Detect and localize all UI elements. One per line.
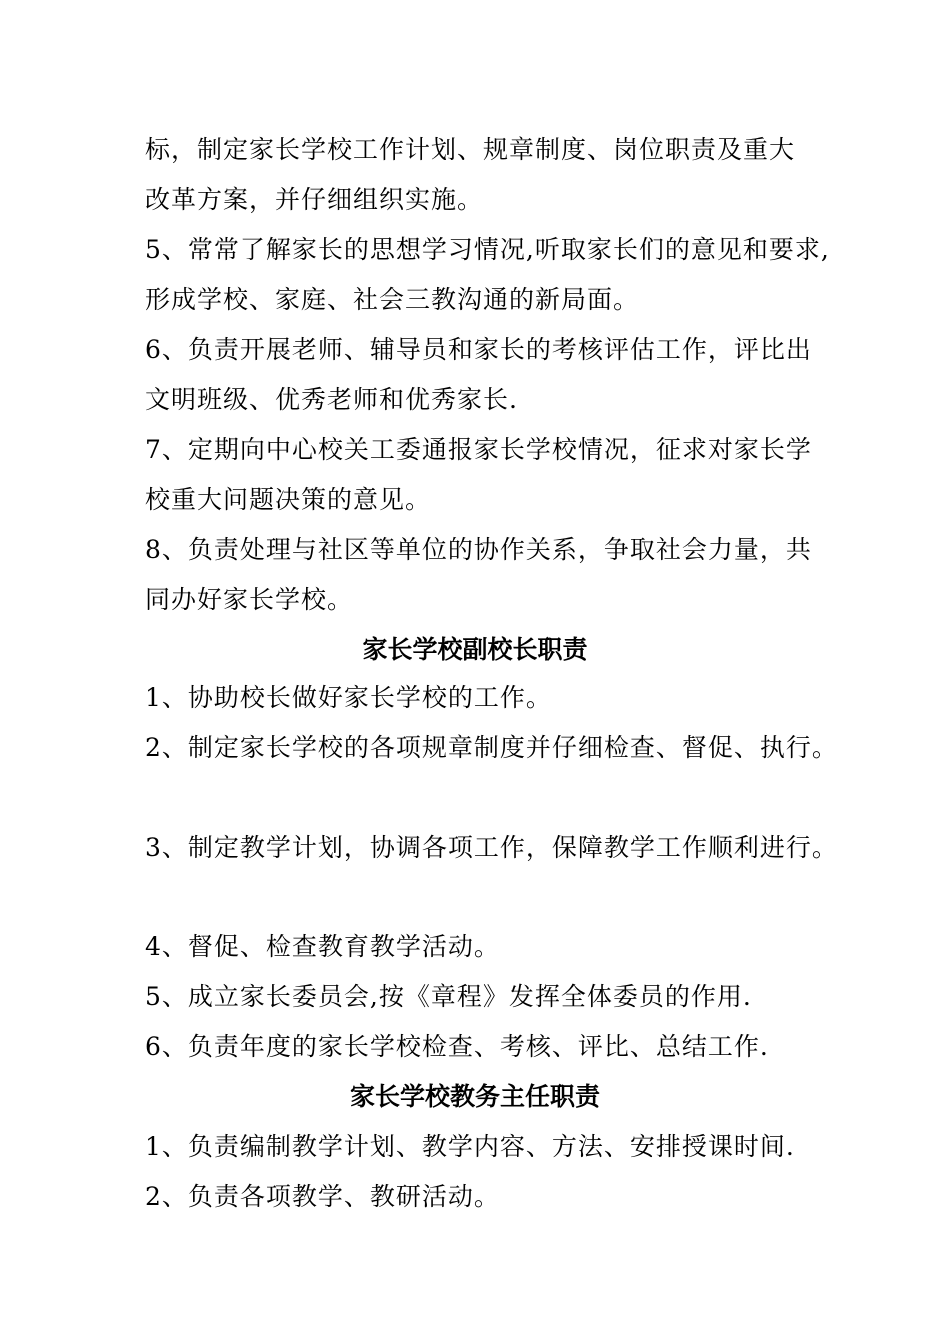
text-line: 校重大问题决策的意见。 bbox=[145, 485, 432, 514]
text-line: 3、制定教学计划，协调各项工作，保障教学工作顺利进行。 bbox=[145, 833, 838, 862]
text-line: 2、制定家长学校的各项规章制度并仔细检查、督促、执行。 bbox=[145, 733, 838, 762]
text-line: 形成学校、家庭、社会三教沟通的新局面。 bbox=[145, 285, 640, 314]
text-line: 同办好家长学校。 bbox=[145, 585, 354, 614]
text-line: 文明班级、优秀老师和优秀家长. bbox=[145, 385, 518, 414]
text-line: 8、负责处理与社区等单位的协作关系，争取社会力量，共 bbox=[145, 535, 812, 564]
text-line: 4、督促、检查教育教学活动。 bbox=[145, 932, 500, 961]
section-heading: 家长学校教务主任职责 bbox=[349, 1082, 600, 1111]
text-line: 1、协助校长做好家长学校的工作。 bbox=[145, 683, 552, 712]
text-line: 7、定期向中心校关工委通报家长学校情况，征求对家长学 bbox=[145, 435, 812, 464]
text-line: 标，制定家长学校工作计划、规章制度、岗位职责及重大 bbox=[145, 135, 796, 164]
text-line: 5、常常了解家长的思想学习情况,听取家长们的意见和要求, bbox=[145, 235, 830, 264]
text-line: 6、负责年度的家长学校检查、考核、评比、总结工作. bbox=[145, 1032, 769, 1061]
text-line: 1、负责编制教学计划、教学内容、方法、安排授课时间. bbox=[145, 1132, 795, 1161]
section-heading: 家长学校副校长职责 bbox=[362, 635, 588, 664]
text-line: 5、成立家长委员会,按《章程》发挥全体委员的作用. bbox=[145, 982, 752, 1011]
text-line: 改革方案，并仔细组织实施。 bbox=[145, 185, 484, 214]
text-line: 2、负责各项教学、教研活动。 bbox=[145, 1182, 500, 1211]
text-line: 6、负责开展老师、辅导员和家长的考核评估工作，评比出 bbox=[145, 335, 812, 364]
